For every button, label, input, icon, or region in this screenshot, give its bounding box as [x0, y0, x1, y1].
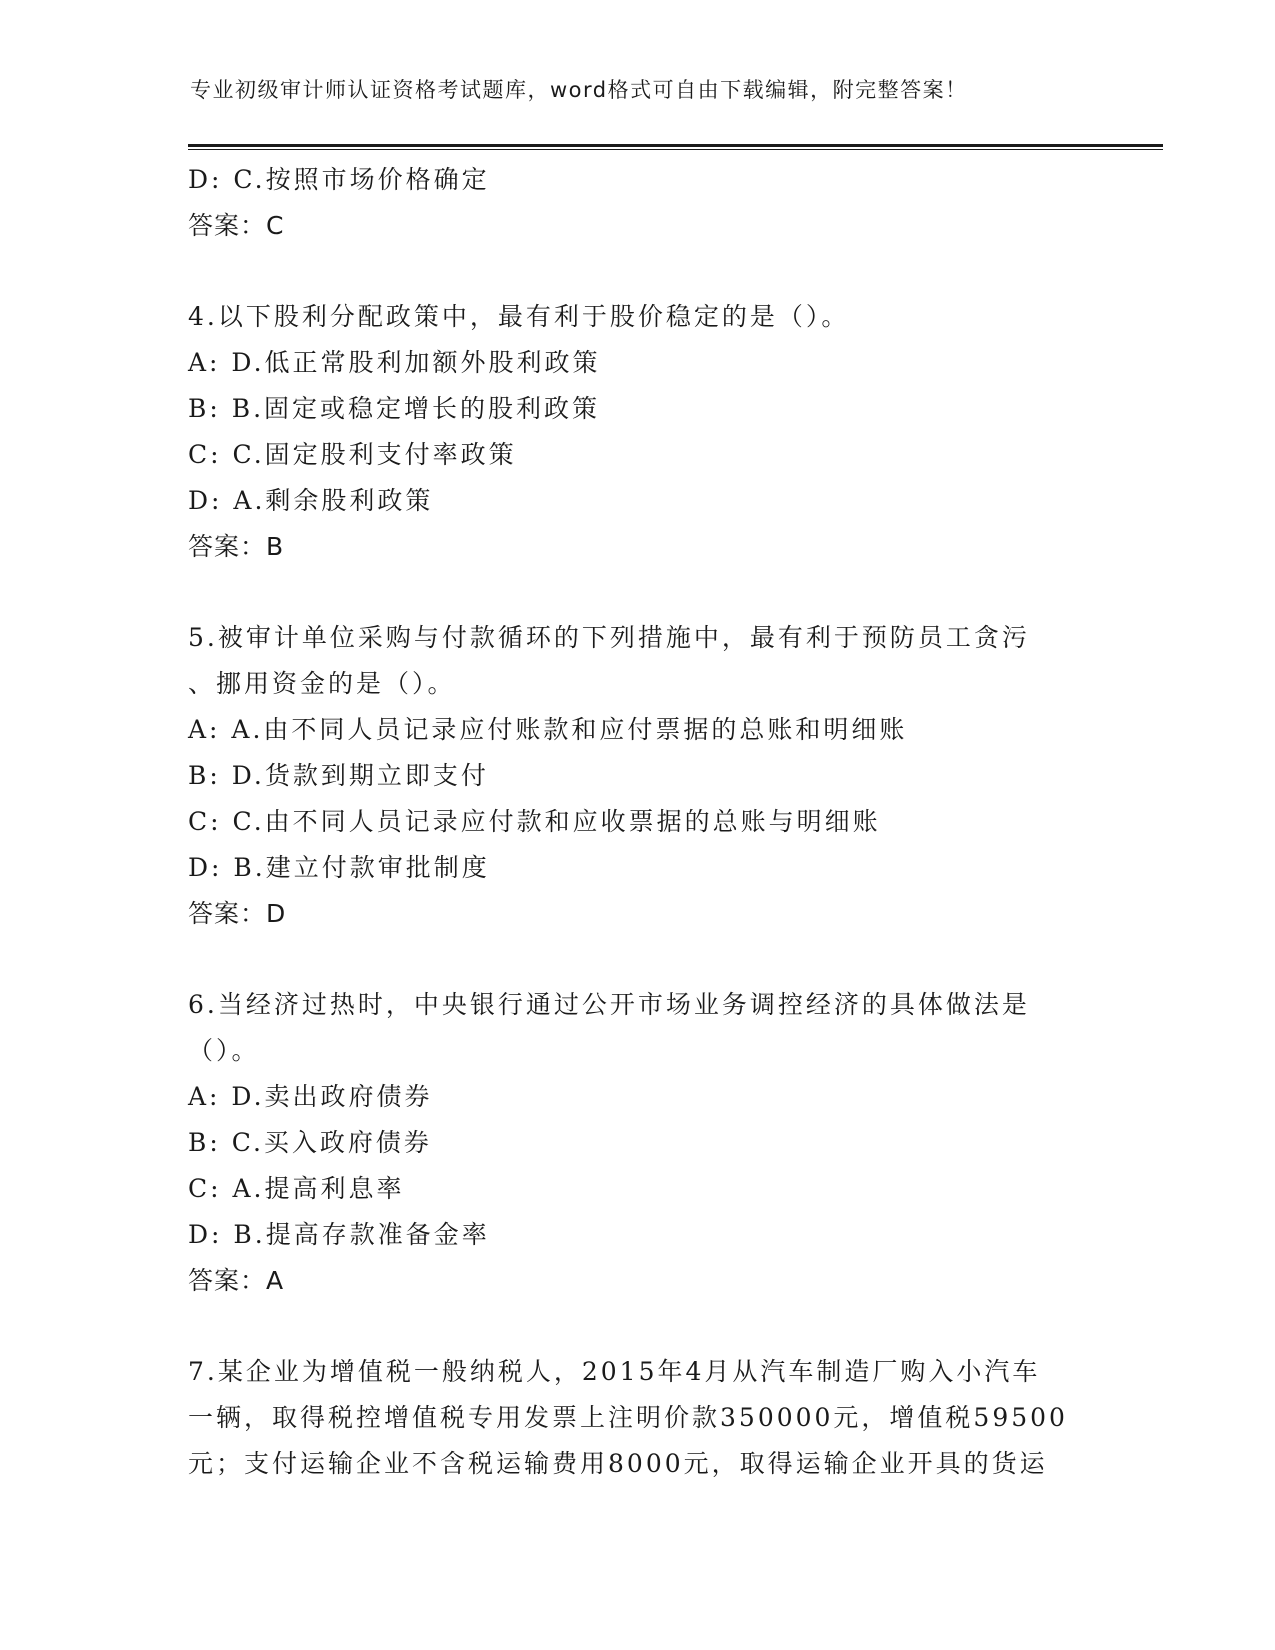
answer-line: 答案：B: [188, 532, 285, 561]
question-text: 5.被审计单位采购与付款循环的下列措施中，最有利于预防员工贪污: [188, 623, 1030, 652]
answer-line: 答案：C: [188, 211, 285, 240]
option-d: D: B.提高存款准备金率: [188, 1220, 490, 1249]
question-text-continued: 元；支付运输企业不含税运输费用8000元，取得运输企业开具的货运: [188, 1449, 1048, 1478]
question-block: [188, 982, 1088, 1304]
option-b: B: C.买入政府债券: [188, 1128, 432, 1157]
question-text-continued: 、挪用资金的是（）。: [188, 669, 456, 698]
answer-line: 答案：A: [188, 1266, 285, 1295]
question-block: [188, 294, 1088, 570]
option-c: C: A.提高利息率: [188, 1174, 405, 1203]
option-a: A: D.卖出政府债券: [188, 1082, 433, 1111]
option-c: C: C.固定股利支付率政策: [188, 440, 517, 469]
page-header: 专业初级审计师认证资格考试题库，word格式可自由下载编辑，附完整答案！: [190, 78, 968, 102]
question-text-continued: 一辆，取得税控增值税专用发票上注明价款350000元，增值税59500: [188, 1403, 1068, 1432]
spacer: [188, 570, 1088, 615]
question-block: [188, 615, 1088, 937]
answer-line: 答案：D: [188, 899, 287, 928]
header-divider-thin: [188, 149, 1163, 150]
question-block: [188, 1349, 1088, 1487]
option-a: A: A.由不同人员记录应付账款和应付票据的总账和明细账: [188, 715, 908, 744]
option-a: A: D.低正常股利加额外股利政策: [188, 348, 601, 377]
question-text: 6.当经济过热时，中央银行通过公开市场业务调控经济的具体做法是: [188, 990, 1030, 1019]
option-d: D: C.按照市场价格确定: [188, 165, 490, 194]
spacer: [188, 249, 1088, 294]
header-divider-thick: [188, 144, 1163, 147]
option-d: D: A.剩余股利政策: [188, 486, 434, 515]
spacer: [188, 1304, 1088, 1349]
question-text: 7.某企业为增值税一般纳税人，2015年4月从汽车制造厂购入小汽车: [188, 1357, 1041, 1386]
option-b: B: B.固定或稳定增长的股利政策: [188, 394, 601, 423]
option-d: D: B.建立付款审批制度: [188, 853, 490, 882]
question-text-continued: （）。: [188, 1036, 260, 1065]
spacer: [188, 937, 1088, 982]
option-c: C: C.由不同人员记录应付款和应收票据的总账与明细账: [188, 807, 881, 836]
option-b: B: D.货款到期立即支付: [188, 761, 489, 790]
question-text: 4.以下股利分配政策中，最有利于股价稳定的是（）。: [188, 302, 850, 331]
document-body: [188, 157, 1088, 1487]
